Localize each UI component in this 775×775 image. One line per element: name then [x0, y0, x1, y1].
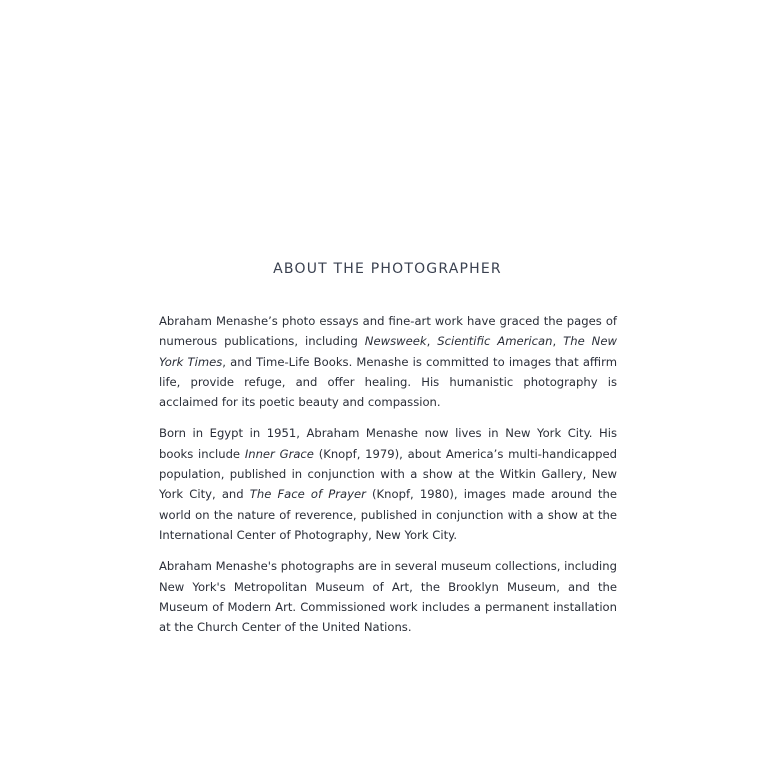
publication-title: Scientific American [437, 334, 553, 349]
text-segment: , [426, 334, 438, 349]
text-segment: (Knopf, 1980), images made around the world on the nature of reverence, published in conjunction with a show at the International Center of Photography, New York City. [159, 487, 617, 542]
text-segment: , [552, 334, 564, 349]
paragraph-3 [159, 556, 617, 637]
text-segment: , and Time-Life Books. Menashe is committed to images that affirm life, provide refuge, and offer healing. His humanistic photography is acclaimed for its poetic beauty and compassion. [159, 354, 617, 410]
body-text [159, 311, 617, 648]
text-segment: (Knopf, 1979), about America’s multi-handicapped population, published in conjunction with a show at the Witkin Gallery, New York City, and [159, 446, 618, 502]
publication-title: The New York Times [159, 334, 617, 369]
text-segment: Born in Egypt in 1951, Abraham Menashe now lives in New York City. His books include [159, 426, 617, 461]
page-title: ABOUT THE PHOTOGRAPHER [273, 261, 502, 277]
book-title: The Face of Prayer [249, 487, 366, 502]
paragraph-1 [159, 311, 617, 412]
text-segment: Abraham Menashe's photographs are in several museum collections, including New York's Metropolitan Museum of Art, the Brooklyn Museum, and the Museum of Modern Art. Commissioned work includes a permanent installation at the Church Center of the United Nations. [159, 559, 617, 635]
paragraph-2 [159, 423, 617, 545]
publication-title: Newsweek [364, 334, 427, 349]
book-title: Inner Grace [244, 446, 314, 461]
text-segment: Abraham Menashe’s photo essays and fine-art work have graced the pages of numerous publications, including [159, 314, 617, 349]
